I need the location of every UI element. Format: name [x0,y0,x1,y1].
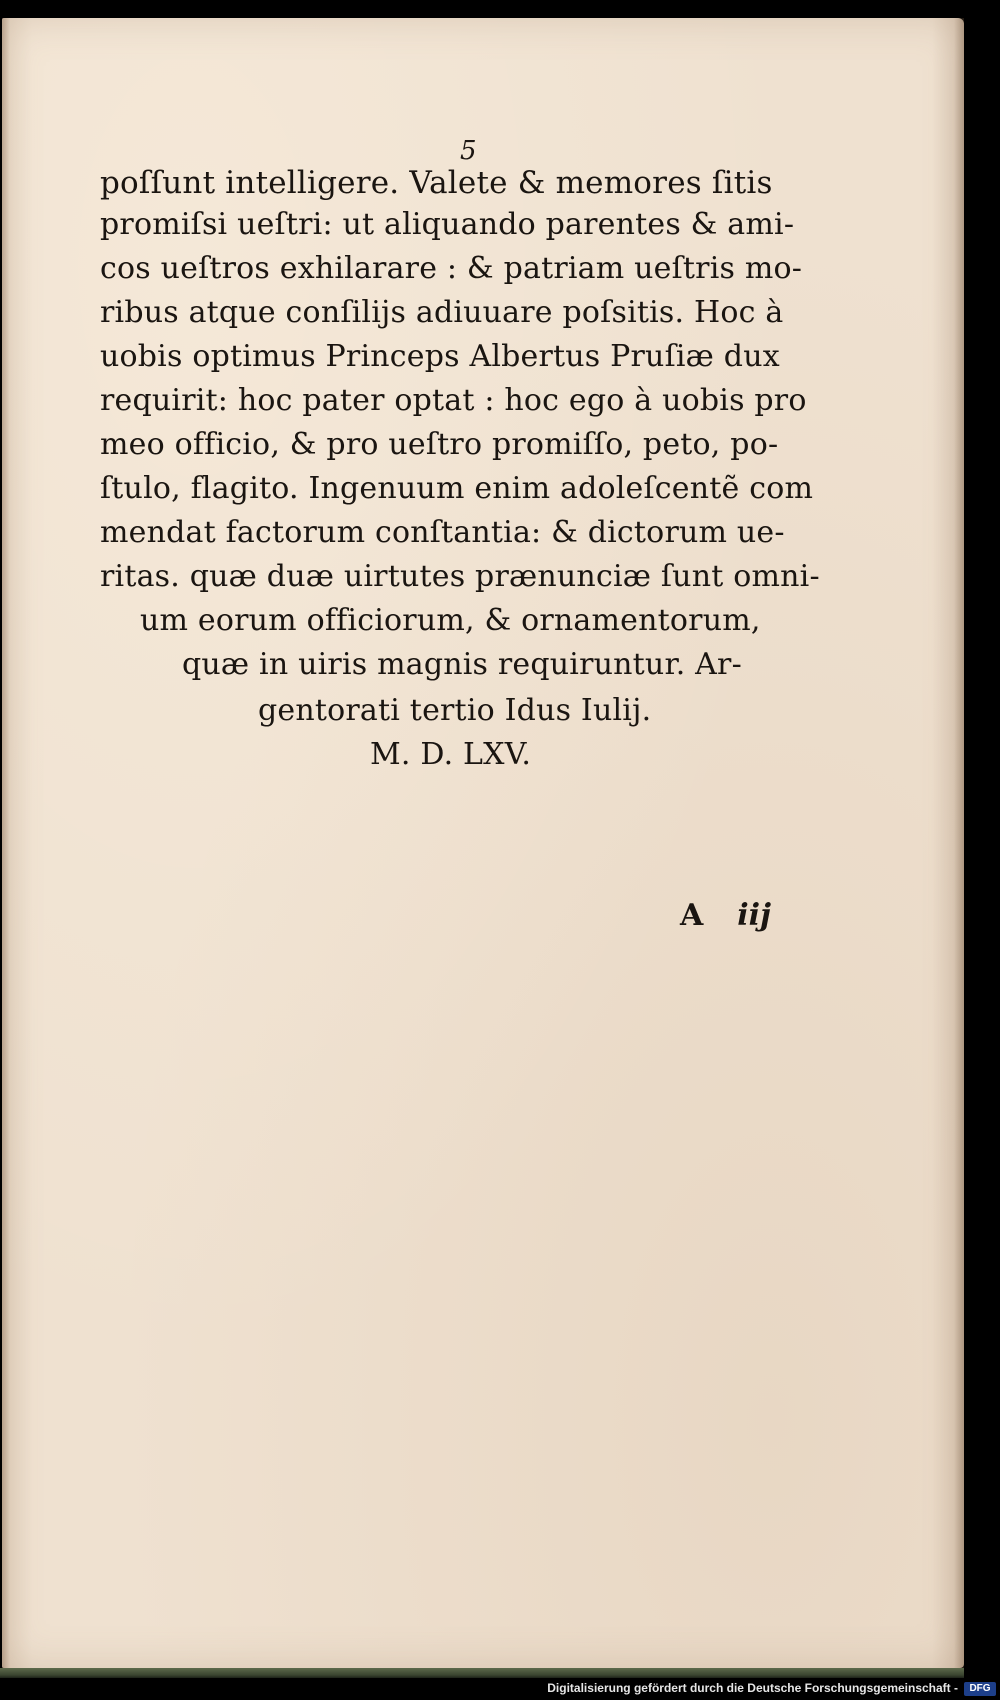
text-line-10: ritas. quæ duæ uirtutes prænunciæ ſunt omni- [100,559,820,594]
text-line-11: um eorum officiorum, & ornamentorum, [140,603,761,638]
text-line-2: promiſsi ueſtri: ut aliquando parentes & ami- [100,207,795,242]
text-line-5: uobis optimus Princeps Albertus Pruſiæ dux [100,339,780,374]
text-line-9: mendat factorum conſtantia: & dictorum ue- [100,515,785,550]
fore-edge [954,18,964,1668]
text-line-8: ſtulo, flagito. Ingenuum enim adoleſcentẽ com [100,471,814,506]
page-number: 5 [460,136,477,166]
text-line-7: meo officio, & pro ueſtro promiſſo, peto, po- [100,427,779,462]
text-line-4: ribus atque conſilijs adiuuare poſsitis. Hoc à [100,295,784,330]
dfg-logo: DFG [964,1682,996,1696]
text-line-3: cos ueſtros exhilarare : & patriam ueſtris mo- [100,251,803,286]
text-line-6: requirit: hoc pater optat : hoc ego à uobis pro [100,383,807,418]
book-page [2,18,964,1668]
signature-letter: A [680,898,704,933]
digitization-credit: Digitalisierung gefördert durch die Deutsche Forschungsgemeinschaft - [547,1681,958,1695]
binding-edge [2,18,10,1668]
text-line-1: poſſunt intelligere. Valete & memores ſitis [100,165,773,201]
text-line-12: quæ in uiris magnis requiruntur. Ar- [182,647,742,682]
text-line-13: gentorati tertio Idus Iulij. [258,693,652,728]
signature-number: iij [737,898,771,933]
text-line-14: M. D. LXV. [370,737,532,772]
signature-mark [680,898,771,933]
book-cover-edge [0,1668,964,1678]
